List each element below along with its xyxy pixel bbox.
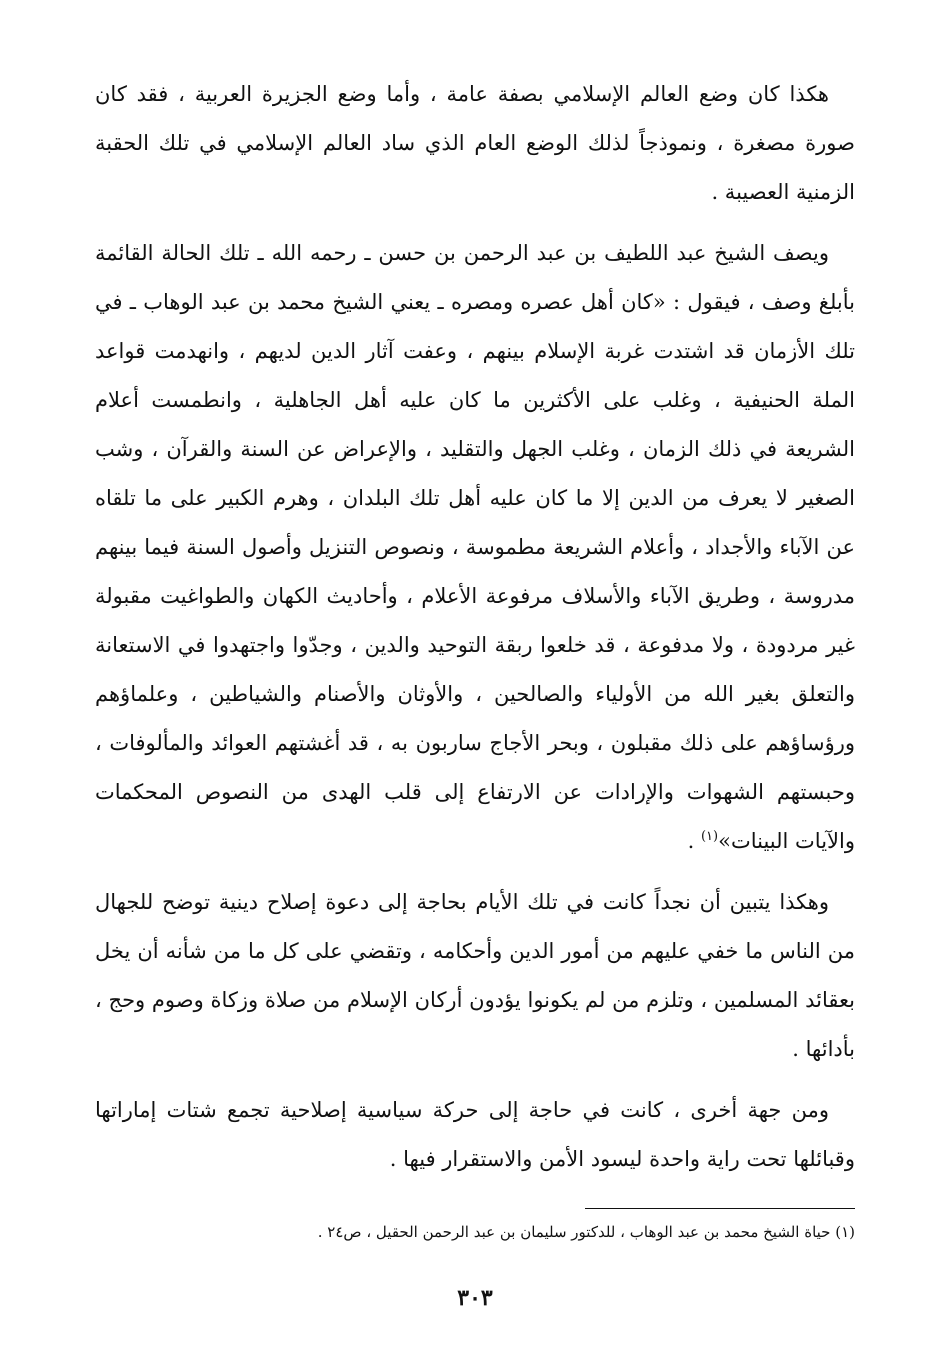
paragraph-3: وهكذا يتبين أن نجداً كانت في تلك الأيام بحاجة إلى دعوة إصلاح دينية توضح للجهال من الناس ما خفي عليهم من أمور الدين وأحكامه ، وتقضي على كل ما من شأنه أن يخل بعقائد المسلمين ، وتلزم من لم يكونوا يؤدون أركان الإسلام من صلاة وزكاة وصوم وحج ، بأدائها . (95, 890, 855, 1061)
paragraph-4: ومن جهة أخرى ، كانت في حاجة إلى حركة سياسية إصلاحية تجمع شتات إماراتها وقبائلها تحت راية واحدة ليسود الأمن والاستقرار فيها . (95, 1098, 855, 1171)
paragraph-2-quote (95, 229, 855, 866)
page-number: ٣٠٣ (457, 1285, 493, 1311)
footnote-reference: (١) (700, 829, 719, 844)
quote-text: ويصف الشيخ عبد اللطيف بن عبد الرحمن بن حسن ـ رحمه الله ـ تلك الحالة القائمة بأبلغ وصف ، فيقول : «كان أهل عصره ومصره ـ يعني الشيخ محمد بن عبد الوهاب ـ في تلك الأزمان قد اشتدت غربة الإسلام بينهم ، وعفت آثار الدين لديهم ، وانهدمت قواعد الملة الحنيفية ، وغلب على الأكثرين ما كان عليه أهل الجاهلية ، وانطمست أعلام الشريعة في ذلك الزمان ، وغلب الجهل والتقليد ، والإعراض عن السنة والقرآن ، وشب الصغير لا يعرف من الدين إلا ما كان عليه أهل تلك البلدان ، وهرم الكبير على ما تلقاه عن الآباء والأجداد ، وأعلام الشريعة مطموسة ، ونصوص التنزيل وأصول السنة فيما بينهم مدروسة ، وطريق الآباء والأسلاف مرفوعة الأعلام ، وأحاديث الكهان والطواغيت مقبولة غير مردودة ، ولا مدفوعة ، قد خلعوا ربقة التوحيد والدين ، وجدّوا واجتهدوا في الاستعانة والتعلق بغير الله من الأولياء والصالحين ، والأوثان والأصنام والشياطين ، وعلماؤهم ورؤساؤهم على ذلك مقبلون ، وبحر الأجاج ساربون به ، قد أغشتهم العوائد والمألوفات ، وحبستهم الشهوات والإرادات عن الارتفاع إلى قلب الهدى من النصوص المحكمات والآيات البينات» (95, 241, 855, 853)
footnote-divider (585, 1208, 855, 1209)
quote-end-punctuation: . (687, 829, 701, 853)
book-page (95, 70, 855, 1330)
paragraph-1: هكذا كان وضع العالم الإسلامي بصفة عامة ، وأما وضع الجزيرة العربية ، فقد كان صورة مصغرة ، ونموذجاً لذلك الوضع العام الذي ساد العالم الإسلامي في تلك الحقبة الزمنية العصيبة . (95, 82, 855, 204)
footnote: (١) حياة الشيخ محمد بن عبد الوهاب ، للدكتور سليمان بن عبد الرحمن الحقيل ، ص٢٤ . (317, 1223, 855, 1241)
